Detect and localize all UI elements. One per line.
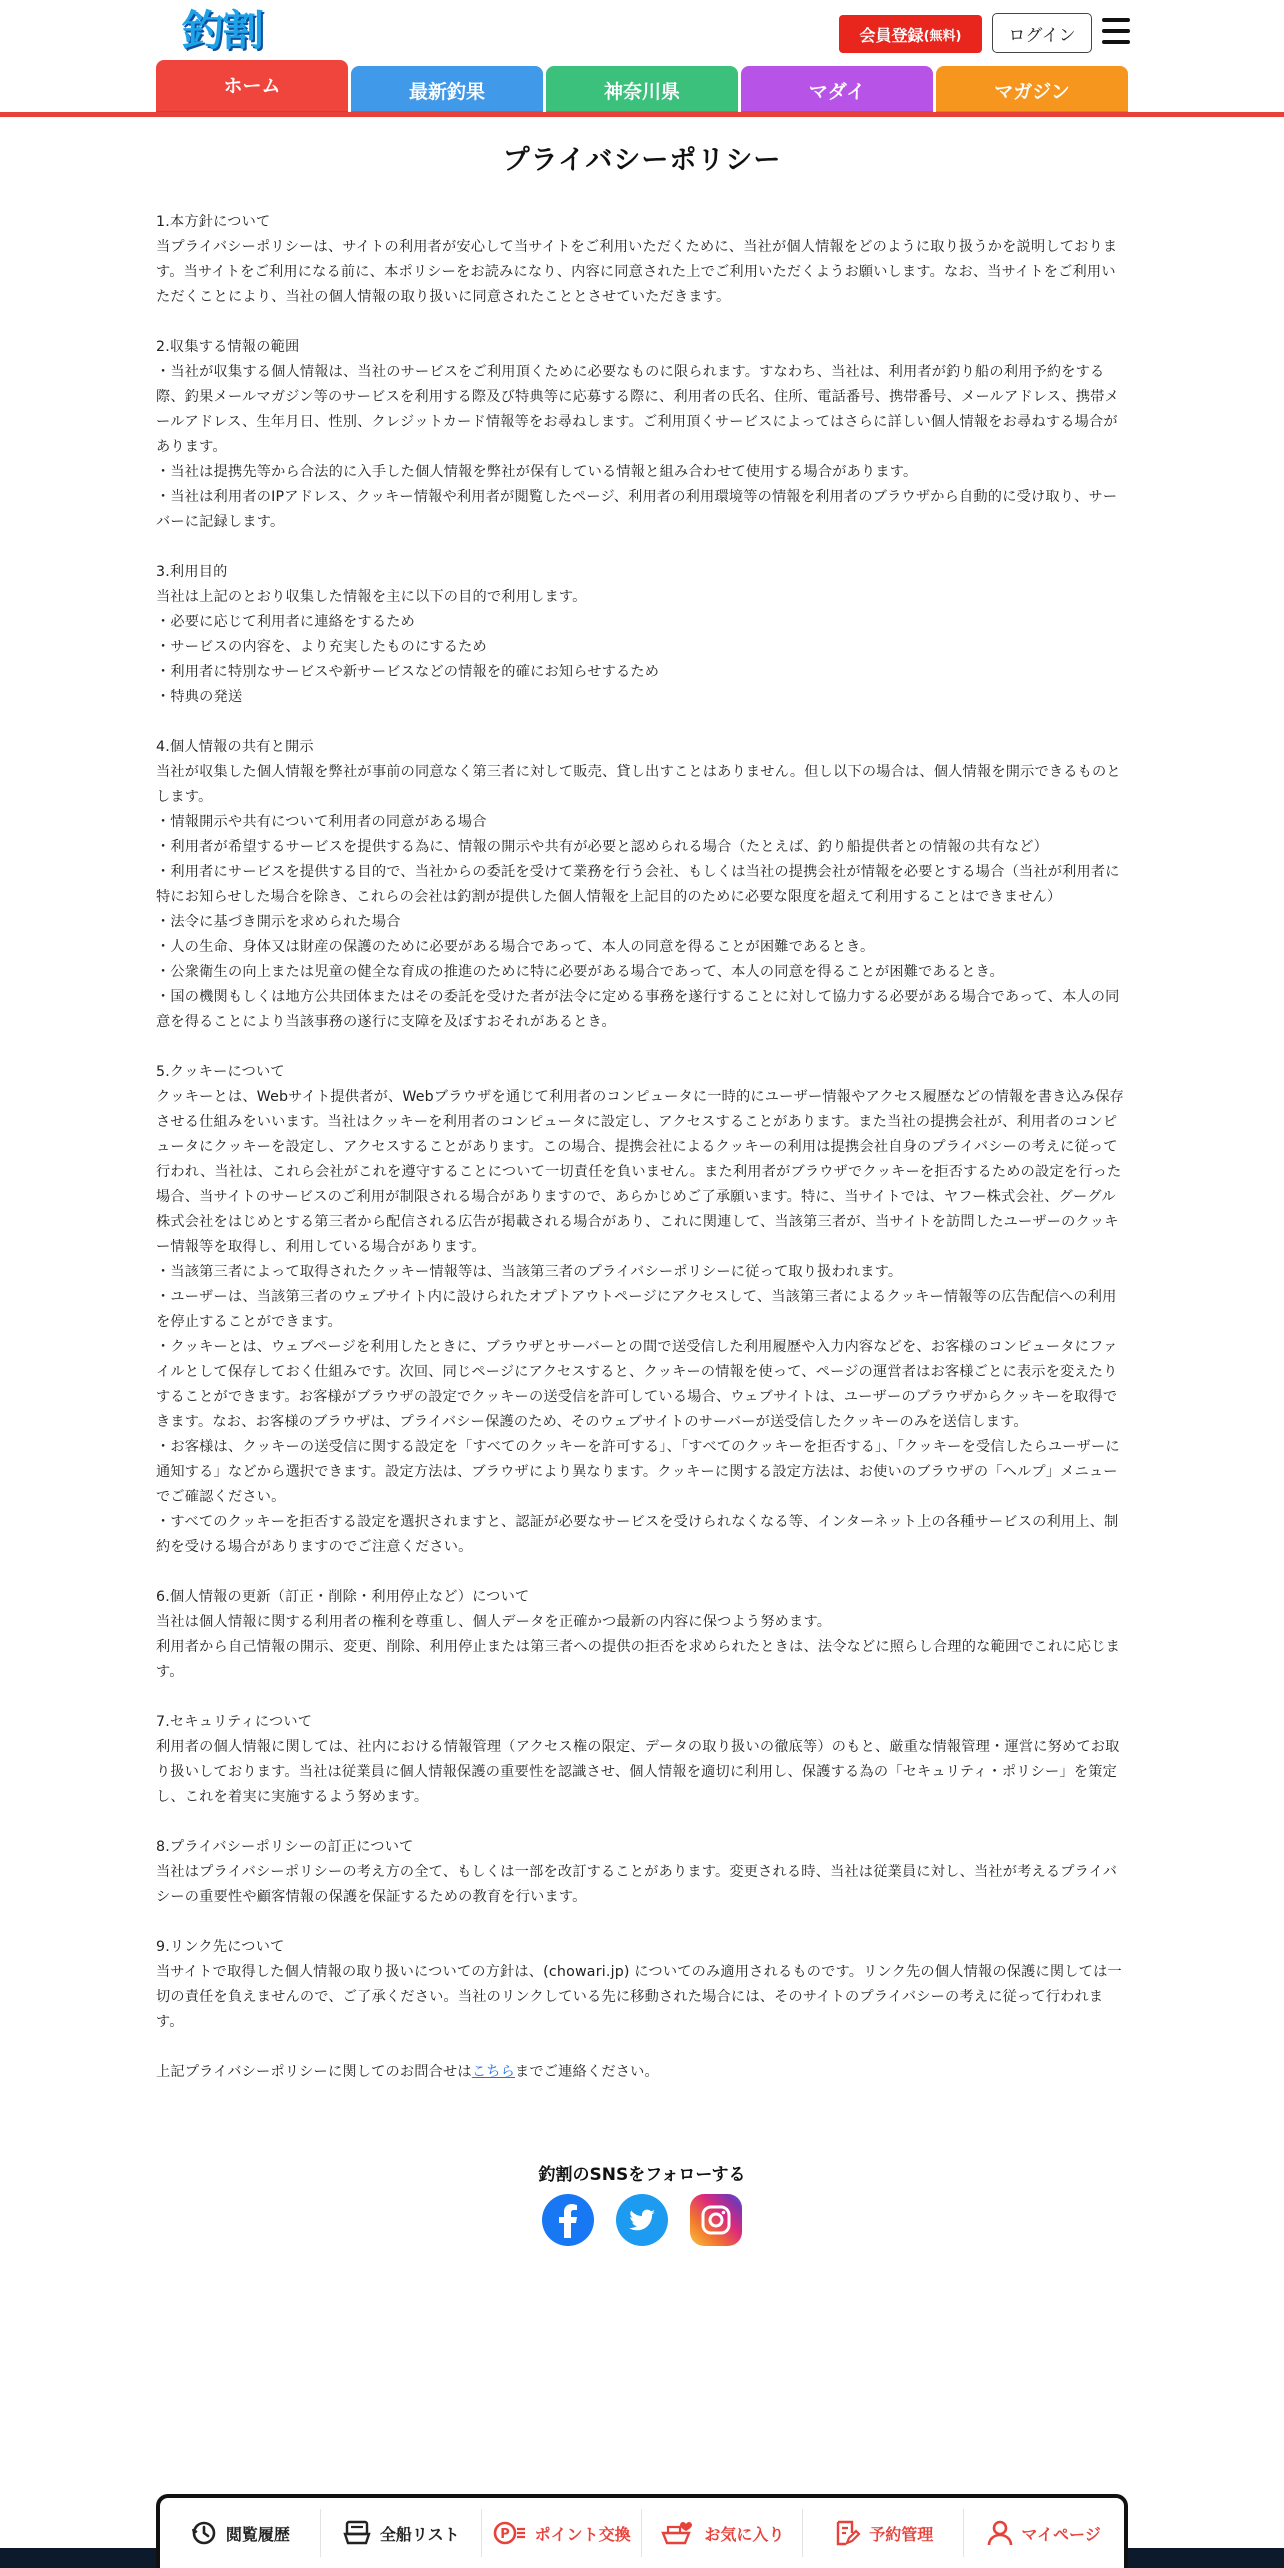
bottom-nav-item-1[interactable] [321,2509,482,2557]
section-text: ・利用者が希望するサービスを提供する為に、情報の開示や共有が必要と認められる場合（たとえば、釣り船提供者との情報の共有など） [156,839,1049,855]
section-text: 利用者の個人情報に関しては、社内における情報管理（アクセス権の限定、データの取り扱いの徹底等）のもと、厳重な情報管理・運営に努めてお取り扱いしております。当社は従業員に個人情報保護の重要性を認識させ、個人情報を適切に利用し、保護する為の「セキュリティ・ポリシー」を策定し、これを着実に実施するよう努めます。 [156,1739,1120,1805]
section-text: ・当該第三者によって取得されたクッキー情報等は、当該第三者のプライバシーポリシーに従って取り扱われます。 [156,1264,903,1280]
section-heading: 2.収集する情報の範囲 [156,339,300,355]
contact-line [156,2060,1128,2085]
section-text: ・クッキーとは、ウェブページを利用したときに、ブラウザとサーバーとの間で送受信した利用履歴や入力内容などを、お客様のコンピュータにファイルとして保存しておく仕組みです。次回、同じページにアクセスすると、クッキーの情報を使って、ページの運営者はお客様ごとに表示を変えたりすることができます。お客様がブラウザの設定でクッキーの送受信を許可している場合、ウェブサイトは、ユーザーのブラウザからクッキーを取得できます。なお、お客様のブラウザは、プライバシー保護のため、そのウェブサイトのサーバーが送受信したクッキーのみを送信します。 [156,1339,1118,1430]
section-text: ・当社は利用者のIPアドレス、クッキー情報や利用者が閲覧したページ、利用者の利用環境等の情報を利用者のブラウザから自動的に受け取り、サーバーに記録します。 [156,489,1118,530]
boat-list-icon [342,2519,372,2547]
section-text: ・利用者にサービスを提供する目的で、当社からの委託を受けて業務を行う会社、もしくは当社の提携会社が情報を必要とする場合（当社が利用者に特にお知らせした場合を除き、これらの会社は釣割が提供した個人情報を上記目的のために必要な限度を超えて利用することはできません） [156,864,1120,905]
site-header [0,0,1284,116]
login-button[interactable]: ログイン [992,13,1092,53]
section-heading: 5.クッキーについて [156,1064,285,1080]
tab-0[interactable]: ホーム [156,60,348,114]
section-text: 当社は個人情報に関する利用者の権利を尊重し、個人データを正確かつ最新の内容に保つよう努めます。 [156,1614,832,1630]
section-heading: 1.本方針について [156,214,271,230]
section-text: ・すべてのクッキーを拒否する設定を選択されますと、認証が必要なサービスを受けられなくなる等、インターネット上の各種サービスの利用上、制約を受ける場合がありますのでご注意ください。 [156,1514,1119,1555]
bottom-nav-label: 閲覧履歴 [225,2524,290,2544]
contact-text-before: 上記プライバシーポリシーに関してのお問合せは [156,2064,472,2080]
tab-2[interactable]: 神奈川県 [546,66,738,114]
bottom-nav-item-5[interactable] [964,2509,1124,2557]
section-heading: 4.個人情報の共有と開示 [156,739,314,755]
header-divider [0,112,1284,117]
register-button[interactable] [839,15,982,53]
section-text: ・人の生命、身体又は財産の保護のために必要がある場合であって、本人の同意を得ることが困難であるとき。 [156,939,875,955]
bottom-nav-label: マイページ [1021,2524,1101,2544]
section-text: 利用者から自己情報の開示、変更、削除、利用停止または第三者への提供の拒否を求められたときは、法令などに照らし合理的な範囲でこれに応じます。 [156,1639,1120,1680]
bottom-nav [156,2494,1128,2568]
section-text: ・利用者に特別なサービスや新サービスなどの情報を的確にお知らせするため [156,664,660,680]
policy-section [156,735,1128,1035]
bottom-nav-label: お気に入り [704,2524,785,2544]
policy-section [156,335,1128,535]
section-text: 当プライバシーポリシーは、サイトの利用者が安心して当サイトをご利用いただくために、当社が個人情報をどのように取り扱うかを説明しております。当サイトをご利用になる前に、本ポリシーをお読みになり、内容に同意された上でご利用いただくようお願いします。なお、当サイトをご利用いただくことにより、当社の個人情報の取り扱いに同意されたこととさせていただきます。 [156,239,1118,305]
section-text: ・公衆衛生の向上または児童の健全な育成の推進のために特に必要がある場合であって、本人の同意を得ることが困難であるとき。 [156,964,1004,980]
tab-3[interactable]: マダイ [741,66,933,114]
favorite-boat-icon [660,2519,696,2547]
instagram-icon[interactable] [690,2194,742,2246]
bottom-nav-label: 予約管理 [869,2524,934,2544]
policy-section [156,1585,1128,1685]
twitter-icon[interactable] [616,2194,668,2246]
bottom-nav-item-4[interactable] [803,2509,964,2557]
hamburger-icon[interactable] [1102,18,1130,44]
policy-section [156,1060,1128,1560]
section-text: 当社は上記のとおり収集した情報を主に以下の目的で利用します。 [156,589,587,605]
section-text: ・特典の発送 [156,689,243,705]
section-text: ・当社は提携先等から合法的に入手した個人情報を弊社が保有している情報と組み合わせて使用する場合があります。 [156,464,918,480]
sns-icons [542,2194,742,2246]
bottom-nav-item-3[interactable] [642,2509,803,2557]
section-text: ・国の機関もしくは地方公共団体またはその委託を受けた者が法令に定める事務を遂行することに対して協力する必要がある場合であって、本人の同意を得ることにより当該事務の遂行に支障を及ぼすおそれがあるとき。 [156,989,1120,1030]
main-nav-tabs [156,60,1128,114]
section-heading: 7.セキュリティについて [156,1714,313,1730]
points-icon [493,2520,527,2546]
section-text: ・ユーザーは、当該第三者のウェブサイト内に設けられたオプトアウトページにアクセスして、当該第三者によるクッキー情報等の広告配信への利用を停止することができます。 [156,1289,1117,1330]
section-heading: 9.リンク先について [156,1939,285,1955]
history-clock-icon [190,2519,218,2547]
section-text: ・必要に応じて利用者に連絡をするため [156,614,415,630]
bottom-nav-item-0[interactable] [160,2509,321,2557]
section-text: ・当社が収集する個人情報は、当社のサービスをご利用頂くために必要なものに限られます。すなわち、当社は、利用者が釣り船の利用予約をする際、釣果メールマガジン等のサービスを利用する際及び特典等に応募する際に、利用者の氏名、住所、電話番号、携帯番号、メールアドレス、携帯メールアドレス、生年月日、性別、クレジットカード情報等をお尋ねします。ご利用頂くサービスによってはさらに詳しい個人情報をお尋ねする場合があります。 [156,364,1120,455]
policy-section [156,1935,1128,2035]
section-heading: 3.利用目的 [156,564,228,580]
bottom-nav-item-2[interactable] [482,2509,643,2557]
svg-text:P: P [499,2527,510,2542]
bottom-nav-label: 全船リスト [379,2524,460,2544]
site-logo[interactable]: 釣割 [182,6,263,55]
bottom-nav-label: ポイント交換 [534,2524,631,2544]
section-text: ・法令に基づき開示を求められた場合 [156,914,401,930]
register-label: 会員登録 [859,25,924,45]
section-text: ・情報開示や共有について利用者の同意がある場合 [156,814,487,830]
page-title: プライバシーポリシー [502,145,782,176]
section-text: ・サービスの内容を、より充実したものにするため [156,639,487,655]
policy-sections [156,210,1128,2035]
tab-1[interactable]: 最新釣果 [351,66,543,114]
policy-section [156,560,1128,710]
section-text: 当社が収集した個人情報を弊社が事前の同意なく第三者に対して販売、貸し出すことはありません。但し以下の場合は、個人情報を開示できるものとします。 [156,764,1121,805]
section-heading: 6.個人情報の更新（訂正・削除・利用停止など）について [156,1589,530,1605]
contact-text-after: までご連絡ください。 [515,2064,659,2080]
section-text: クッキーとは、Webサイト提供者が、Webブラウザを通じて利用者のコンピュータに一時的にユーザー情報やアクセス履歴などの情報を書き込み保存させる仕組みをいいます。当社はクッキーを利用者のコンピュータに設定し、アクセスすることがあります。また当社の提携会社が、利用者のコンピュータにクッキーを設定し、アクセスすることがあります。この場合、提携会社によるクッキーの利用は提携会社自身のプライバシーの考えに従って行われ、当社は、これら会社がこれを遵守することについて一切責任を負いません。また利用者がブラウザでクッキーを拒否するための設定を行った場合、当サイトのサービスのご利用が制限される場合がありますので、あらかじめご了承願います。特に、当サイトでは、ヤフー株式会社、グーグル株式会社をはじめとする第三者から配信される広告が掲載される場合があり、これに関連して、当該第三者が、当サイトを訪問したユーザーのクッキー情報等を取得し、利用している場合があります。 [156,1089,1125,1255]
facebook-icon[interactable] [542,2194,594,2246]
section-text: ・お客様は、クッキーの送受信に関する設定を「すべてのクッキーを許可する」、「すべてのクッキーを拒否する」、「クッキーを受信したらユーザーに通知する」などから選択できます。設定方法は、ブラウザにより異なります。クッキーに関する設定方法は、お使いのブラウザの「ヘルプ」メニューでご確認ください。 [156,1439,1120,1505]
tab-4[interactable]: マガジン [936,66,1128,114]
policy-section [156,210,1128,310]
main-content [156,130,1128,2085]
section-text: 当社はプライバシーポリシーの考え方の全て、もしくは一部を改訂することがあります。変更される時、当社は従業員に対し、当社が考えるプライバシーの重要性や顧客情報の保護を保証するための教育を行います。 [156,1864,1118,1905]
section-text: 当サイトで取得した個人情報の取り扱いについての方針は、(chowari.jp) についてのみ適用されるものです。リンク先の個人情報の保護に関しては一切の責任を負えませんので、ご了承ください。当社のリンクしている先に移動された場合には、そのサイトのプライバシーの考えに従って行われます。 [156,1964,1122,2030]
policy-section [156,1835,1128,1910]
contact-link[interactable]: こちら [471,2064,515,2080]
register-sub-label: (無料) [923,28,962,44]
section-heading: 8.プライバシーポリシーの訂正について [156,1839,414,1855]
sns-title: 釣割のSNSをフォローする [538,2165,746,2185]
policy-section [156,1710,1128,1810]
reservation-icon [833,2519,861,2547]
user-icon [987,2519,1013,2547]
